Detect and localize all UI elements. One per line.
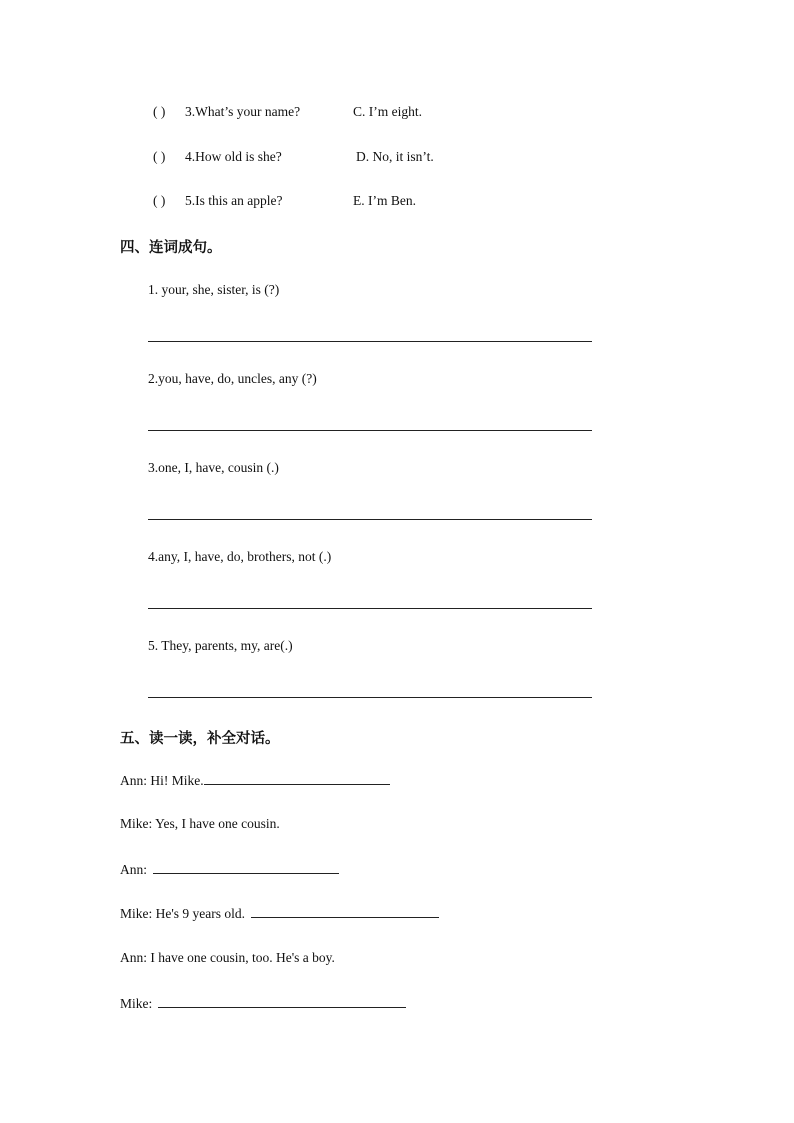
option-c: C. I’m eight. bbox=[353, 104, 422, 119]
dialogue-line-6 bbox=[120, 995, 406, 1012]
matching-row-4 bbox=[153, 149, 165, 165]
answer-line-1[interactable] bbox=[148, 341, 592, 342]
answer-line-4[interactable] bbox=[148, 608, 592, 609]
dialogue-line-1 bbox=[120, 772, 390, 789]
dialogue-blank-1[interactable] bbox=[204, 772, 390, 785]
dialogue-line-2: Mike: Yes, I have one cousin. bbox=[120, 816, 280, 831]
answer-paren[interactable]: ( ) bbox=[153, 104, 166, 119]
sentence-item-1: 1. your, she, sister, is (?) bbox=[148, 282, 280, 297]
dialogue-text: Ann: Hi! Mike. bbox=[120, 773, 204, 788]
matching-row-5 bbox=[153, 193, 165, 209]
answer-line-2[interactable] bbox=[148, 430, 592, 431]
dialogue-text: Mike: He's 9 years old. bbox=[120, 906, 246, 921]
dialogue-blank-4[interactable] bbox=[158, 995, 406, 1008]
question-5: 5.Is this an apple? bbox=[185, 193, 283, 208]
sentence-item-4: 4.any, I, have, do, brothers, not (.) bbox=[148, 549, 332, 564]
sentence-item-2: 2.you, have, do, uncles, any (?) bbox=[148, 371, 317, 386]
dialogue-line-3 bbox=[120, 861, 339, 878]
option-d: D. No, it isn’t. bbox=[356, 149, 434, 164]
answer-paren[interactable]: ( ) bbox=[153, 149, 166, 164]
answer-line-3[interactable] bbox=[148, 519, 592, 520]
question-4: 4.How old is she? bbox=[185, 149, 282, 164]
question-3: 3.What’s your name? bbox=[185, 104, 301, 119]
dialogue-blank-2[interactable] bbox=[153, 861, 339, 874]
dialogue-blank-3[interactable] bbox=[251, 905, 439, 918]
section-4-title: 四、连词成句。 bbox=[120, 240, 222, 256]
option-e: E. I’m Ben. bbox=[353, 193, 416, 208]
matching-row-3 bbox=[153, 104, 165, 120]
dialogue-line-4 bbox=[120, 905, 439, 922]
sentence-item-5: 5. They, parents, my, are(.) bbox=[148, 638, 293, 653]
dialogue-text: Ann: bbox=[120, 862, 147, 877]
section-5-title: 五、读一读，补全对话。 bbox=[120, 731, 280, 747]
answer-paren[interactable]: ( ) bbox=[153, 193, 166, 208]
sentence-item-3: 3.one, I, have, cousin (.) bbox=[148, 460, 279, 475]
dialogue-text: Mike: bbox=[120, 996, 153, 1011]
answer-line-5[interactable] bbox=[148, 697, 592, 698]
dialogue-line-5: Ann: I have one cousin, too. He's a boy. bbox=[120, 950, 335, 965]
